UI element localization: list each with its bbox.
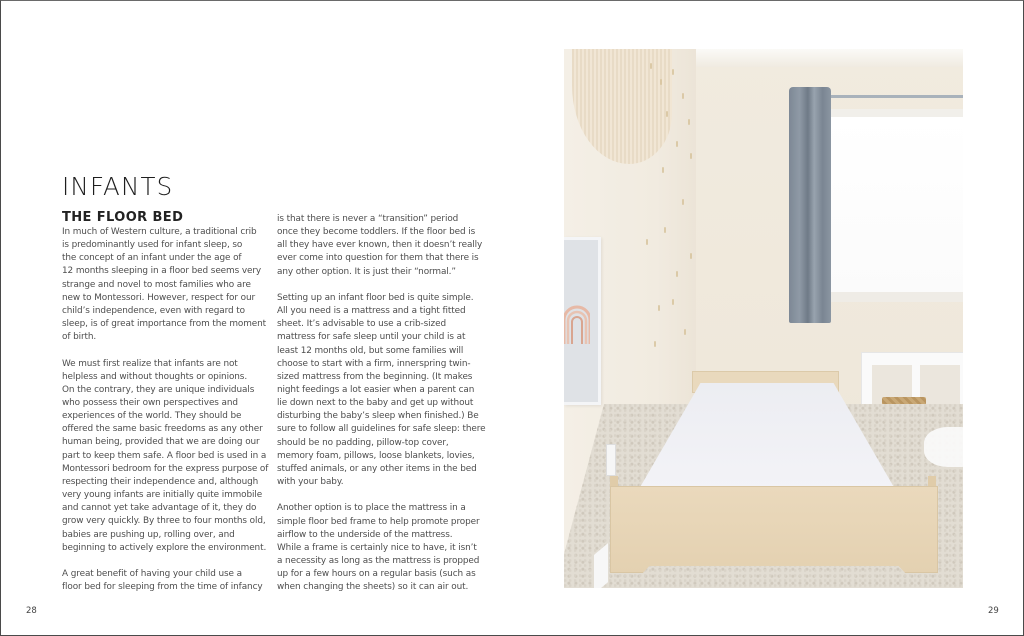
text-line: 12 months sleeping in a floor bed seems very <box>62 266 262 277</box>
text-line: when changing the sheets) so it can air out. <box>277 582 469 593</box>
text-line: While a frame is certainly nice to have, it isn’t <box>277 542 477 553</box>
text-line: a necessity as long as the mattress is propped <box>277 556 480 567</box>
text-line: lie down next to the baby and get up without <box>277 398 474 409</box>
text-line: with your baby. <box>277 477 344 488</box>
text-line: ever come into question for them that there is <box>277 253 479 264</box>
paragraph <box>277 292 486 489</box>
text-line: We must first realize that infants are not <box>62 358 238 369</box>
text-line: memory foam, pillows, loose blankets, lovies, <box>277 450 475 461</box>
text-line: is predominantly used for infant sleep, so <box>62 240 243 251</box>
text-line: grow very quickly. By three to four months old, <box>62 516 266 527</box>
text-line: Montessori bedroom for the express purpose of <box>62 463 269 474</box>
text-line: respecting their independence and, although <box>62 476 259 487</box>
text-line: sheet. It’s advisable to use a crib-sized <box>277 319 446 330</box>
text-line: sure to follow all guidelines for safe sleep: there <box>277 424 486 435</box>
text-line: experiences of the world. They should be <box>62 411 242 422</box>
text-column-1 <box>62 226 269 607</box>
text-line: beginning to actively explore the environment. <box>62 542 267 553</box>
page-number-left: 28 <box>26 606 37 616</box>
text-line: babies are pushing up, rolling over, and <box>62 529 235 540</box>
text-line: least 12 months old, but some families will <box>277 345 464 356</box>
text-line: the concept of an infant under the age of <box>62 253 242 264</box>
text-line: new to Montessori. However, respect for our <box>62 292 256 303</box>
text-line: floor bed for sleeping from the time of infancy <box>62 582 263 593</box>
text-line: A great benefit of having your child use a <box>62 569 242 580</box>
text-line: any other option. It is just their “normal.” <box>277 266 456 277</box>
window <box>831 109 963 302</box>
text-line: of birth. <box>62 332 97 343</box>
text-line: part to keep them safe. A floor bed is used in a <box>62 450 267 461</box>
text-line: Another option is to place the mattress in a <box>277 503 466 514</box>
text-line: is that there is never a “transition” period <box>277 214 459 224</box>
text-line: helpless and without thoughts or opinions. <box>62 371 248 382</box>
ceiling <box>696 49 963 67</box>
text-line: should be no padding, pillow-top cover, <box>277 437 449 448</box>
grey-curtain <box>789 87 831 323</box>
page-number-right: 29 <box>988 606 999 616</box>
text-line: and cannot yet take advantage of it, they do <box>62 503 257 514</box>
paragraph <box>62 358 269 555</box>
section-title: INFANTS <box>62 172 174 201</box>
subheading: THE FLOOR BED <box>62 210 184 225</box>
text-line: disturbing the baby’s sleep when finished.) Be <box>277 411 479 422</box>
text-line: strange and novel to most families who are <box>62 279 251 290</box>
text-line: sized mattress from the beginning. (It makes <box>277 371 473 382</box>
text-line: once they become toddlers. If the floor bed is <box>277 227 476 238</box>
text-line: mattress for safe sleep until your child is at <box>277 332 466 343</box>
paragraph <box>62 226 267 344</box>
text-line: up for a few hours on a regular basis (such as <box>277 569 476 580</box>
sheepskin-rug <box>924 427 963 467</box>
wall-outlet <box>606 444 616 476</box>
text-line: All you need is a mattress and a tight fitted <box>277 306 466 317</box>
text-line: offered the same basic freedoms as any other <box>62 424 263 435</box>
text-line: all they have ever known, then it doesn’t really <box>277 240 483 251</box>
text-line: night feedings a lot easier when a parent can <box>277 385 475 396</box>
text-line: who possess their own perspectives and <box>62 398 238 409</box>
text-line: very young infants are initially quite immobile <box>62 490 263 501</box>
paragraph <box>62 568 263 594</box>
text-line: stuffed animals, or any other items in the bed <box>277 463 477 474</box>
text-line: On the contrary, they are unique individuals <box>62 384 255 395</box>
rainbow-illustration <box>564 300 590 344</box>
text-line: child’s independence, even with regard to <box>62 305 245 316</box>
paragraph <box>277 213 483 279</box>
text-column-2 <box>277 213 486 608</box>
text-line: sleep, is of great importance from the moment <box>62 319 267 330</box>
text-line: In much of Western culture, a traditional crib <box>62 227 257 237</box>
rainbow-print-frame <box>564 237 601 405</box>
floor-bed-photo <box>564 49 963 588</box>
text-line: Setting up an infant floor bed is quite simple. <box>277 292 474 303</box>
text-line: choose to start with a firm, innerspring twin- <box>277 358 471 369</box>
paragraph <box>277 502 480 594</box>
text-line: human being, provided that we are doing our <box>62 437 260 448</box>
text-line: airflow to the underside of the mattress. <box>277 529 453 540</box>
bed-footboard <box>610 486 938 573</box>
text-line: simple floor bed frame to help promote proper <box>277 516 480 527</box>
